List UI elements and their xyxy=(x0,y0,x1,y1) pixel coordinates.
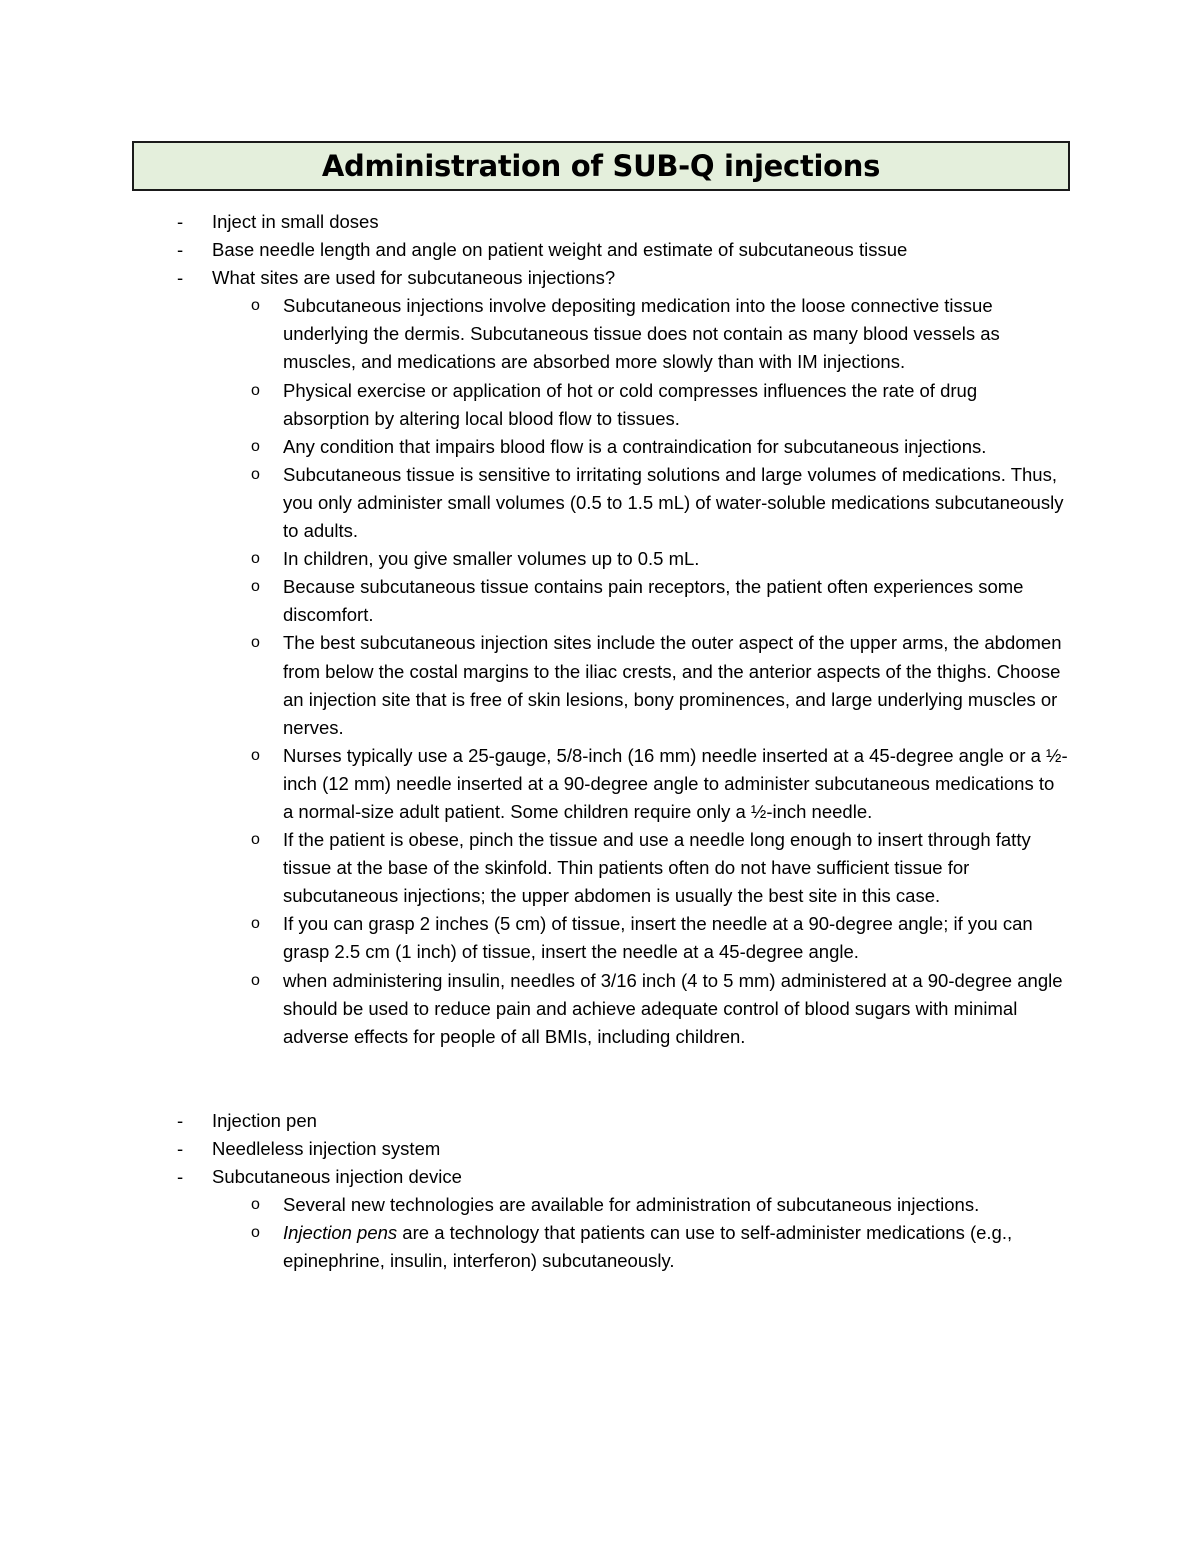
bullet-text: Inject in small doses xyxy=(212,211,379,232)
circle-marker: o xyxy=(251,746,260,764)
circle-marker: o xyxy=(251,578,260,596)
circle-marker: o xyxy=(251,297,260,315)
sub-bullet-item xyxy=(0,461,1068,545)
sub-bullet-item xyxy=(0,742,1068,826)
bullet-text: Needleless injection system xyxy=(212,1137,441,1159)
bullet-text: Subcutaneous injection device xyxy=(212,1166,462,1187)
bullet-item xyxy=(0,1163,1072,1191)
circle-marker: o xyxy=(251,1224,260,1242)
sub-bullet-text: are a technology that patients can use to self-administer medications (e.g., epinephrine, insulin, interferon) subcutaneously. xyxy=(283,1222,1013,1272)
circle-marker: o xyxy=(251,465,260,483)
circle-marker: o xyxy=(251,381,260,399)
circle-marker: o xyxy=(251,1196,260,1214)
bullet-text: What sites are used for subcutaneous injections? xyxy=(212,267,616,289)
sub-bullet-text: In children, you give smaller volumes up to 0.5 mL. xyxy=(283,548,700,570)
document-body xyxy=(0,208,1200,1275)
emphasized-term: Injection pens xyxy=(283,1222,398,1244)
sub-bullet-item xyxy=(0,377,1068,433)
bullet-item xyxy=(0,1107,1072,1135)
dash-marker: - xyxy=(177,1166,184,1187)
bullet-text: Base needle length and angle on patient weight and estimate of subcutaneous tissue xyxy=(212,239,908,261)
sub-bullet-item xyxy=(0,433,1068,461)
bullet-item xyxy=(0,208,1072,236)
sub-bullet-item xyxy=(0,967,1068,1051)
sub-bullet-item xyxy=(0,545,1068,573)
sub-bullet-item xyxy=(0,1191,1068,1219)
bullet-item xyxy=(0,1135,1072,1163)
page-title: Administration of SUB-Q injections xyxy=(321,149,881,183)
bullet-item xyxy=(0,264,1072,292)
sub-bullet-text: when administering insulin, needles of 3/16 inch (4 to 5 mm) administered at a 90-degree angle should be used to reduce pain and achieve adequate control of blood sugars with minimal adverse effects for people of all BMIs, including children. xyxy=(283,969,1063,1047)
sub-bullet-item xyxy=(0,629,1068,741)
dash-marker: - xyxy=(177,1109,184,1131)
sub-bullet-item xyxy=(0,573,1068,629)
sub-bullet-text: Nurses typically use a 25-gauge, 5/8-inch (16 mm) needle inserted at a 45-degree angle or a ½-inch (12 mm) needle inserted at a 90-degree angle to administer subcutaneous medications to a normal-size adult patient. Some children require only a ½-inch needle. xyxy=(283,744,1068,822)
sub-bullet-text: If you can grasp 2 inches (5 cm) of tissue, insert the needle at a 90-degree angle; if you can grasp 2.5 cm (1 inch) of tissue, insert the needle at a 45-degree angle. xyxy=(283,913,1033,963)
circle-marker: o xyxy=(251,831,260,849)
sub-bullet-text: Subcutaneous tissue is sensitive to irritating solutions and large volumes of medications. Thus, you only administer small volumes (0.5 to 1.5 mL) of water-soluble medications subcutaneously to adults. xyxy=(283,463,1064,542)
circle-marker: o xyxy=(251,437,260,455)
circle-marker: o xyxy=(251,550,260,568)
sub-bullet-text: The best subcutaneous injection sites include the outer aspect of the upper arms, the abdomen from below the costal margins to the iliac crests, and the anterior aspects of the thighs. Choose an injection site that is free of skin lesions, bony prominences, and large underlying muscles or nerves. xyxy=(283,632,1062,738)
circle-marker: o xyxy=(251,634,260,652)
section-spacer xyxy=(0,1051,1200,1107)
bullet-item xyxy=(0,236,1072,264)
bullet-text: Injection pen xyxy=(212,1109,317,1131)
sub-bullet-item xyxy=(0,826,1068,910)
sub-bullet-text: Subcutaneous injections involve depositing medication into the loose connective tissue underlying the dermis. Subcutaneous tissue does not contain as many blood vessels as muscles, and medications are absorbed more slowly than with IM injections. xyxy=(283,295,1000,373)
circle-marker: o xyxy=(251,915,260,933)
sub-bullet-text: Several new technologies are available for administration of subcutaneous injections. xyxy=(283,1194,980,1216)
sub-bullet-text: Because subcutaneous tissue contains pain receptors, the patient often experiences some discomfort. xyxy=(283,576,1024,626)
dash-marker: - xyxy=(177,267,184,289)
sub-bullet-item xyxy=(0,1219,1068,1275)
dash-marker: - xyxy=(177,239,184,261)
dash-marker: - xyxy=(177,1137,184,1159)
title-box xyxy=(132,141,1070,191)
sub-bullet-text: If the patient is obese, pinch the tissue and use a needle long enough to insert through fatty tissue at the base of the skinfold. Thin patients often do not have sufficient tissue for subcutaneous injections; the upper abdomen is usually the best site in this case. xyxy=(283,829,1031,907)
sub-bullet-text: Any condition that impairs blood flow is a contraindication for subcutaneous injections. xyxy=(283,435,987,457)
sub-bullet-text: Physical exercise or application of hot or cold compresses influences the rate of drug absorption by altering local blood flow to tissues. xyxy=(283,379,978,429)
sub-bullet-item xyxy=(0,910,1068,966)
dash-marker: - xyxy=(177,211,184,232)
circle-marker: o xyxy=(251,971,260,989)
sub-bullet-item xyxy=(0,292,1068,376)
